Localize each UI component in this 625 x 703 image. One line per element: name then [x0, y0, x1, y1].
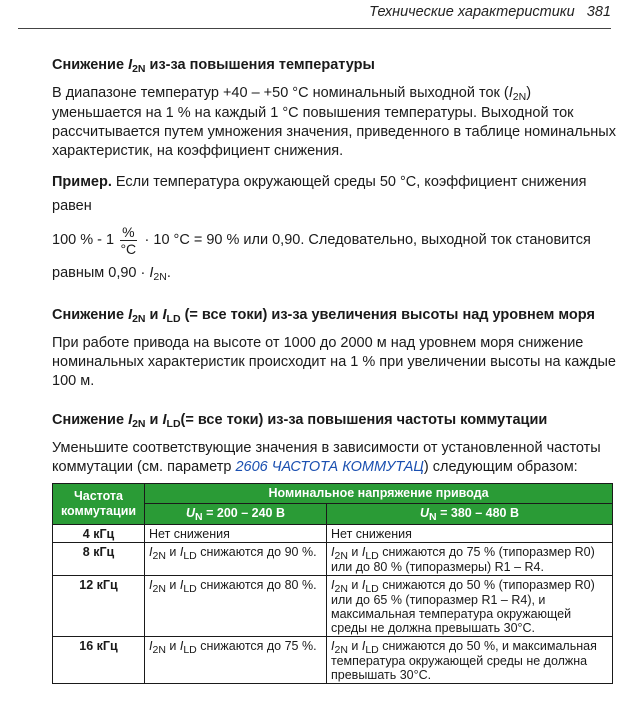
- formula-fraction: $\frac{\%}{^\circ C}$: [120, 223, 137, 257]
- derating-cell-380-480: $I_{2N}$ и $I_{LD}$ снижаются до 50 %, и максимальная температура окружающей среды не должна превышать 30°C.: [327, 637, 613, 684]
- header-voltage-380-480: $U_N = 380 - 480$ В: [327, 504, 613, 525]
- section-title-temperature: Снижение $I_{2N}$ из-за повышения температуры: [52, 57, 375, 75]
- section-title-switching-frequency: Снижение $I_{2N}$ и $I_{LD}(=$ все токи) из-за повышения частоты коммутации: [52, 412, 548, 430]
- header-switching-frequency: Частота коммутации: [53, 484, 145, 525]
- frequency-cell: 12 кГц: [53, 576, 145, 637]
- formula-result: равным $0,90 \cdot I_{2N}$.: [52, 265, 171, 283]
- derating-cell-380-480: $I_{2N}$ и $I_{LD}$ снижаются до 75 % (типоразмер R0) или до 80 % (типоразмеры) R1 – R4.: [327, 543, 613, 576]
- table-row: [53, 576, 613, 637]
- altitude-paragraph: При работе привода на высоте от 1000 до 2000 м над уровнем моря снижение номинальных характеристик происходит на 1 % при увеличении высоты на каждые 100 м.: [52, 335, 616, 389]
- example-paragraph: Пример. Если температура окружающей среды 50 °C, коэффициент снижения равен: [52, 174, 587, 214]
- parameter-link[interactable]: 2606 ЧАСТОТА КОММУТАЦ: [235, 459, 424, 475]
- section-title-altitude: Снижение $I_{2N}$ и $I_{LD}$ (= все токи) из-за увеличения высоты над уровнем моря: [52, 307, 595, 325]
- running-header: [369, 4, 611, 20]
- header-nominal-voltage: Номинальное напряжение привода: [145, 484, 613, 504]
- frequency-cell: 8 кГц: [53, 543, 145, 576]
- temperature-paragraph: В диапазоне температур +40 – +50 °C номинальный выходной ток $(I_{2N})$ уменьшается на 1 % на каждый 1 °C повышения температуры. Выходной ток рассчитывается путем умножения значения, приведенного в таблице номинальных характеристик, на коэффициент снижения.: [52, 85, 616, 159]
- derating-table: [52, 483, 613, 684]
- derating-cell-200-240: $I_{2N}$ и $I_{LD}$ снижаются до 75 %.: [145, 637, 327, 684]
- header-voltage-200-240: $U_N = 200 - 240$ В: [145, 504, 327, 525]
- table-row: [53, 525, 613, 543]
- derating-cell-380-480: Нет снижения: [327, 525, 613, 543]
- page-number: 381: [586, 4, 611, 20]
- derating-cell-200-240: Нет снижения: [145, 525, 327, 543]
- example-label: Пример.: [52, 174, 112, 190]
- page-content: [52, 56, 617, 684]
- frequency-cell: 4 кГц: [53, 525, 145, 543]
- derating-cell-200-240: $I_{2N}$ и $I_{LD}$ снижаются до 80 %.: [145, 576, 327, 637]
- header-rule: [18, 28, 611, 29]
- switching-frequency-paragraph: Уменьшите соответствующие значения в зависимости от установленной частоты коммутации (см. параметр 2606 ЧАСТОТА КОММУТАЦ) следующим образом:: [52, 440, 601, 475]
- frequency-cell: 16 кГц: [53, 637, 145, 684]
- table-row: [53, 543, 613, 576]
- running-title: Технические характеристики: [369, 4, 575, 20]
- derating-cell-200-240: $I_{2N}$ и $I_{LD}$ снижаются до 90 %.: [145, 543, 327, 576]
- table-row: [53, 637, 613, 684]
- derating-cell-380-480: $I_{2N}$ и $I_{LD}$ снижаются до 50 % (типоразмер R0) или до 65 % (типоразмер R1 – R4), и максимальная температура окружающей среды не должна превышать 30°C.: [327, 576, 613, 637]
- derating-formula: 100 % - 1 $\frac{\%}{^\circ C}$ · 10 °C = 90 % или 0,90. Следовательно, выходной ток становится: [52, 223, 591, 257]
